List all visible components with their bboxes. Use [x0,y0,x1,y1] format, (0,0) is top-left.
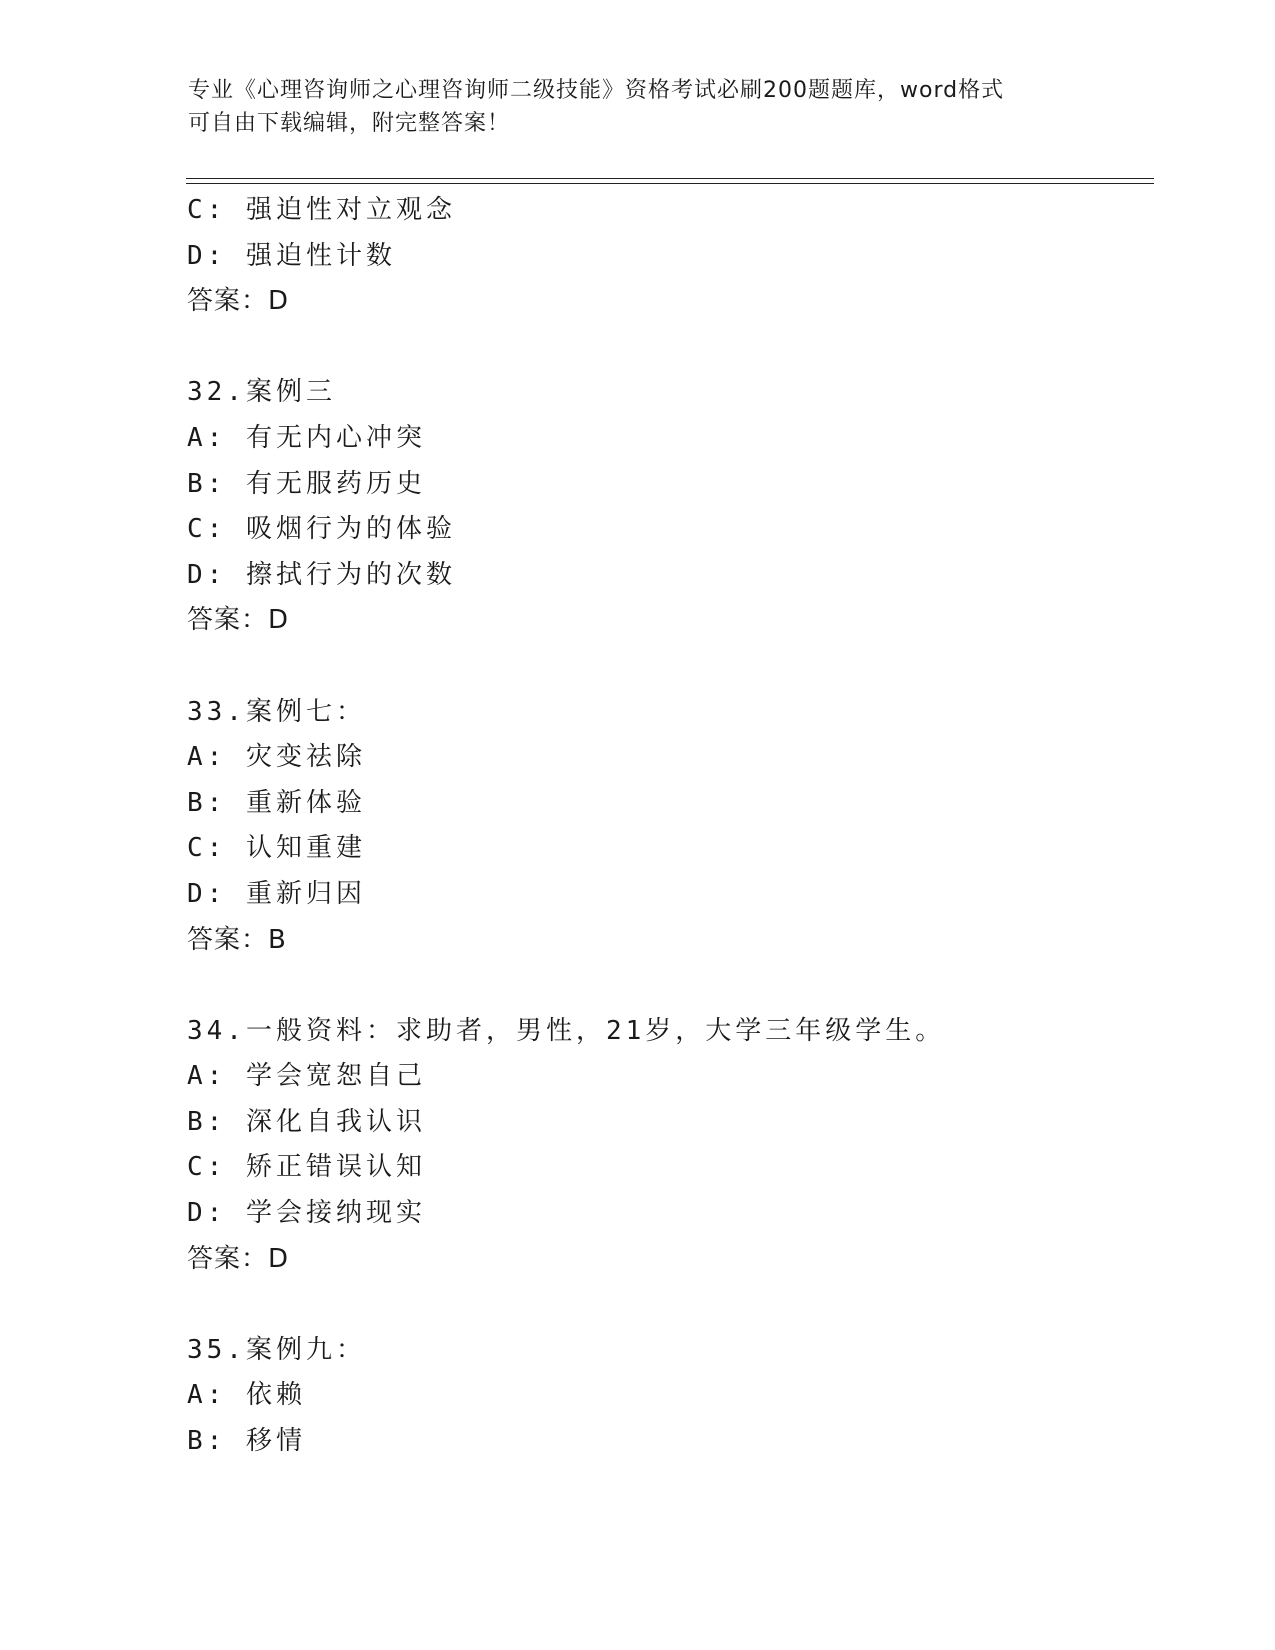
option-line: B: 深化自我认识 [187,1106,426,1137]
option-line: A: 学会宽恕自己 [187,1061,426,1092]
header-line-1: 专业《心理咨询师之心理咨询师二级技能》资格考试必刷200题题库，word格式 [188,78,1005,103]
question-title: 32.案例三 [187,377,336,408]
option-line: C: 认知重建 [187,833,366,864]
question-title: 35.案例九： [187,1334,366,1365]
option-line: B: 重新体验 [187,787,366,818]
answer-line: 答案：D [187,605,290,636]
option-line: D: 擦拭行为的次数 [187,559,456,590]
option-line: D: 强迫性计数 [187,240,396,271]
question-list [187,188,1167,1465]
option-line: A: 有无内心冲突 [187,422,426,453]
option-line: A: 依赖 [187,1380,306,1411]
blank-line [187,963,1167,1009]
option-line: C: 强迫性对立观念 [187,195,456,225]
option-line: B: 有无服药历史 [187,468,426,499]
question-title: 34.一般资料：求助者，男性，21岁，大学三年级学生。 [187,1015,946,1046]
option-line: D: 重新归因 [187,878,366,909]
blank-line [187,1282,1167,1328]
question-title: 33.案例七： [187,696,366,727]
answer-line: 答案：B [187,924,287,955]
option-line: B: 移情 [187,1426,306,1457]
document-header [188,74,1088,140]
header-line-2: 可自由下载编辑，附完整答案！ [188,111,511,136]
option-line: C: 吸烟行为的体验 [187,514,456,545]
answer-line: 答案：D [187,1243,290,1274]
header-divider-bottom [186,183,1154,184]
blank-line [187,325,1167,371]
option-line: C: 矫正错误认知 [187,1152,426,1183]
header-divider-top [186,178,1154,179]
blank-line [187,644,1167,690]
option-line: A: 灾变祛除 [187,742,366,773]
option-line: D: 学会接纳现实 [187,1198,426,1229]
answer-line: 答案：D [187,286,290,317]
